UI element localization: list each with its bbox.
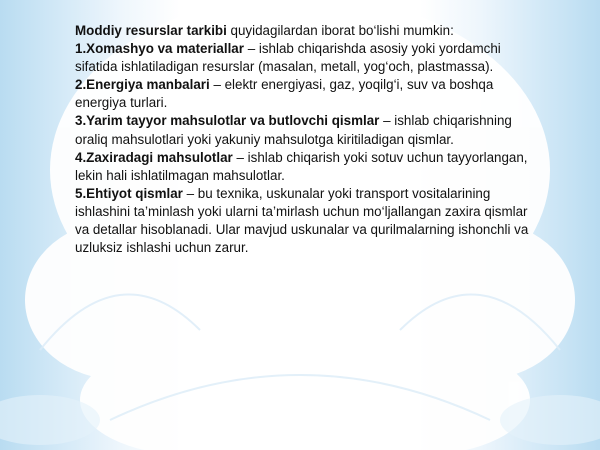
item-text: – ishlab chiqarish yoki sotuv uchun tayyorlangan, lekin hali ishlatilmagan mahsulotlar. — [75, 149, 528, 183]
item-text: – ishlab chiqarishning oraliq mahsulotlari yoki yakuniy mahsulotga kiritiladigan qismlar. — [75, 113, 512, 147]
list-item — [75, 76, 545, 112]
list-item — [75, 149, 545, 185]
item-title: 4.Zaxiradagi mahsulotlar — [75, 149, 233, 165]
item-title: 2.Energiya manbalari — [75, 77, 210, 93]
item-text: – elektr energiyasi, gaz, yoqilg‘i, suv va boshqa energiya turlari. — [75, 77, 494, 111]
slide-text-body — [75, 22, 545, 257]
item-title: 5.Ehtiyot qismlar — [75, 185, 183, 201]
list-item — [75, 185, 545, 257]
list-item — [75, 40, 545, 76]
item-text: – ishlab chiqarishda asosiy yoki yordamchi sifatida ishlatiladigan resurslar (masalan, metall, yog‘och, plastmassa). — [75, 41, 501, 75]
intro-text: quyidagilardan iborat bo‘lishi mumkin: — [226, 23, 454, 38]
intro-bold: Moddiy resurslar tarkibi — [75, 23, 227, 38]
item-text: – bu texnika, uskunalar yoki transport vositalarining ishlashini ta’minlash yoki ularni ta’mirlash uchun mo‘ljallangan zaxira qismlar va detallar hisoblanadi. Ular mavjud uskunalar va qurilmalarning ishonchli va uzluksiz ishlashi uchun zarur. — [75, 185, 529, 256]
item-title: 3.Yarim tayyor mahsulotlar va butlovchi qismlar — [75, 113, 380, 129]
item-title: 1.Xomashyo va materiallar — [75, 41, 244, 57]
intro-paragraph — [75, 22, 545, 40]
list-item — [75, 112, 545, 148]
